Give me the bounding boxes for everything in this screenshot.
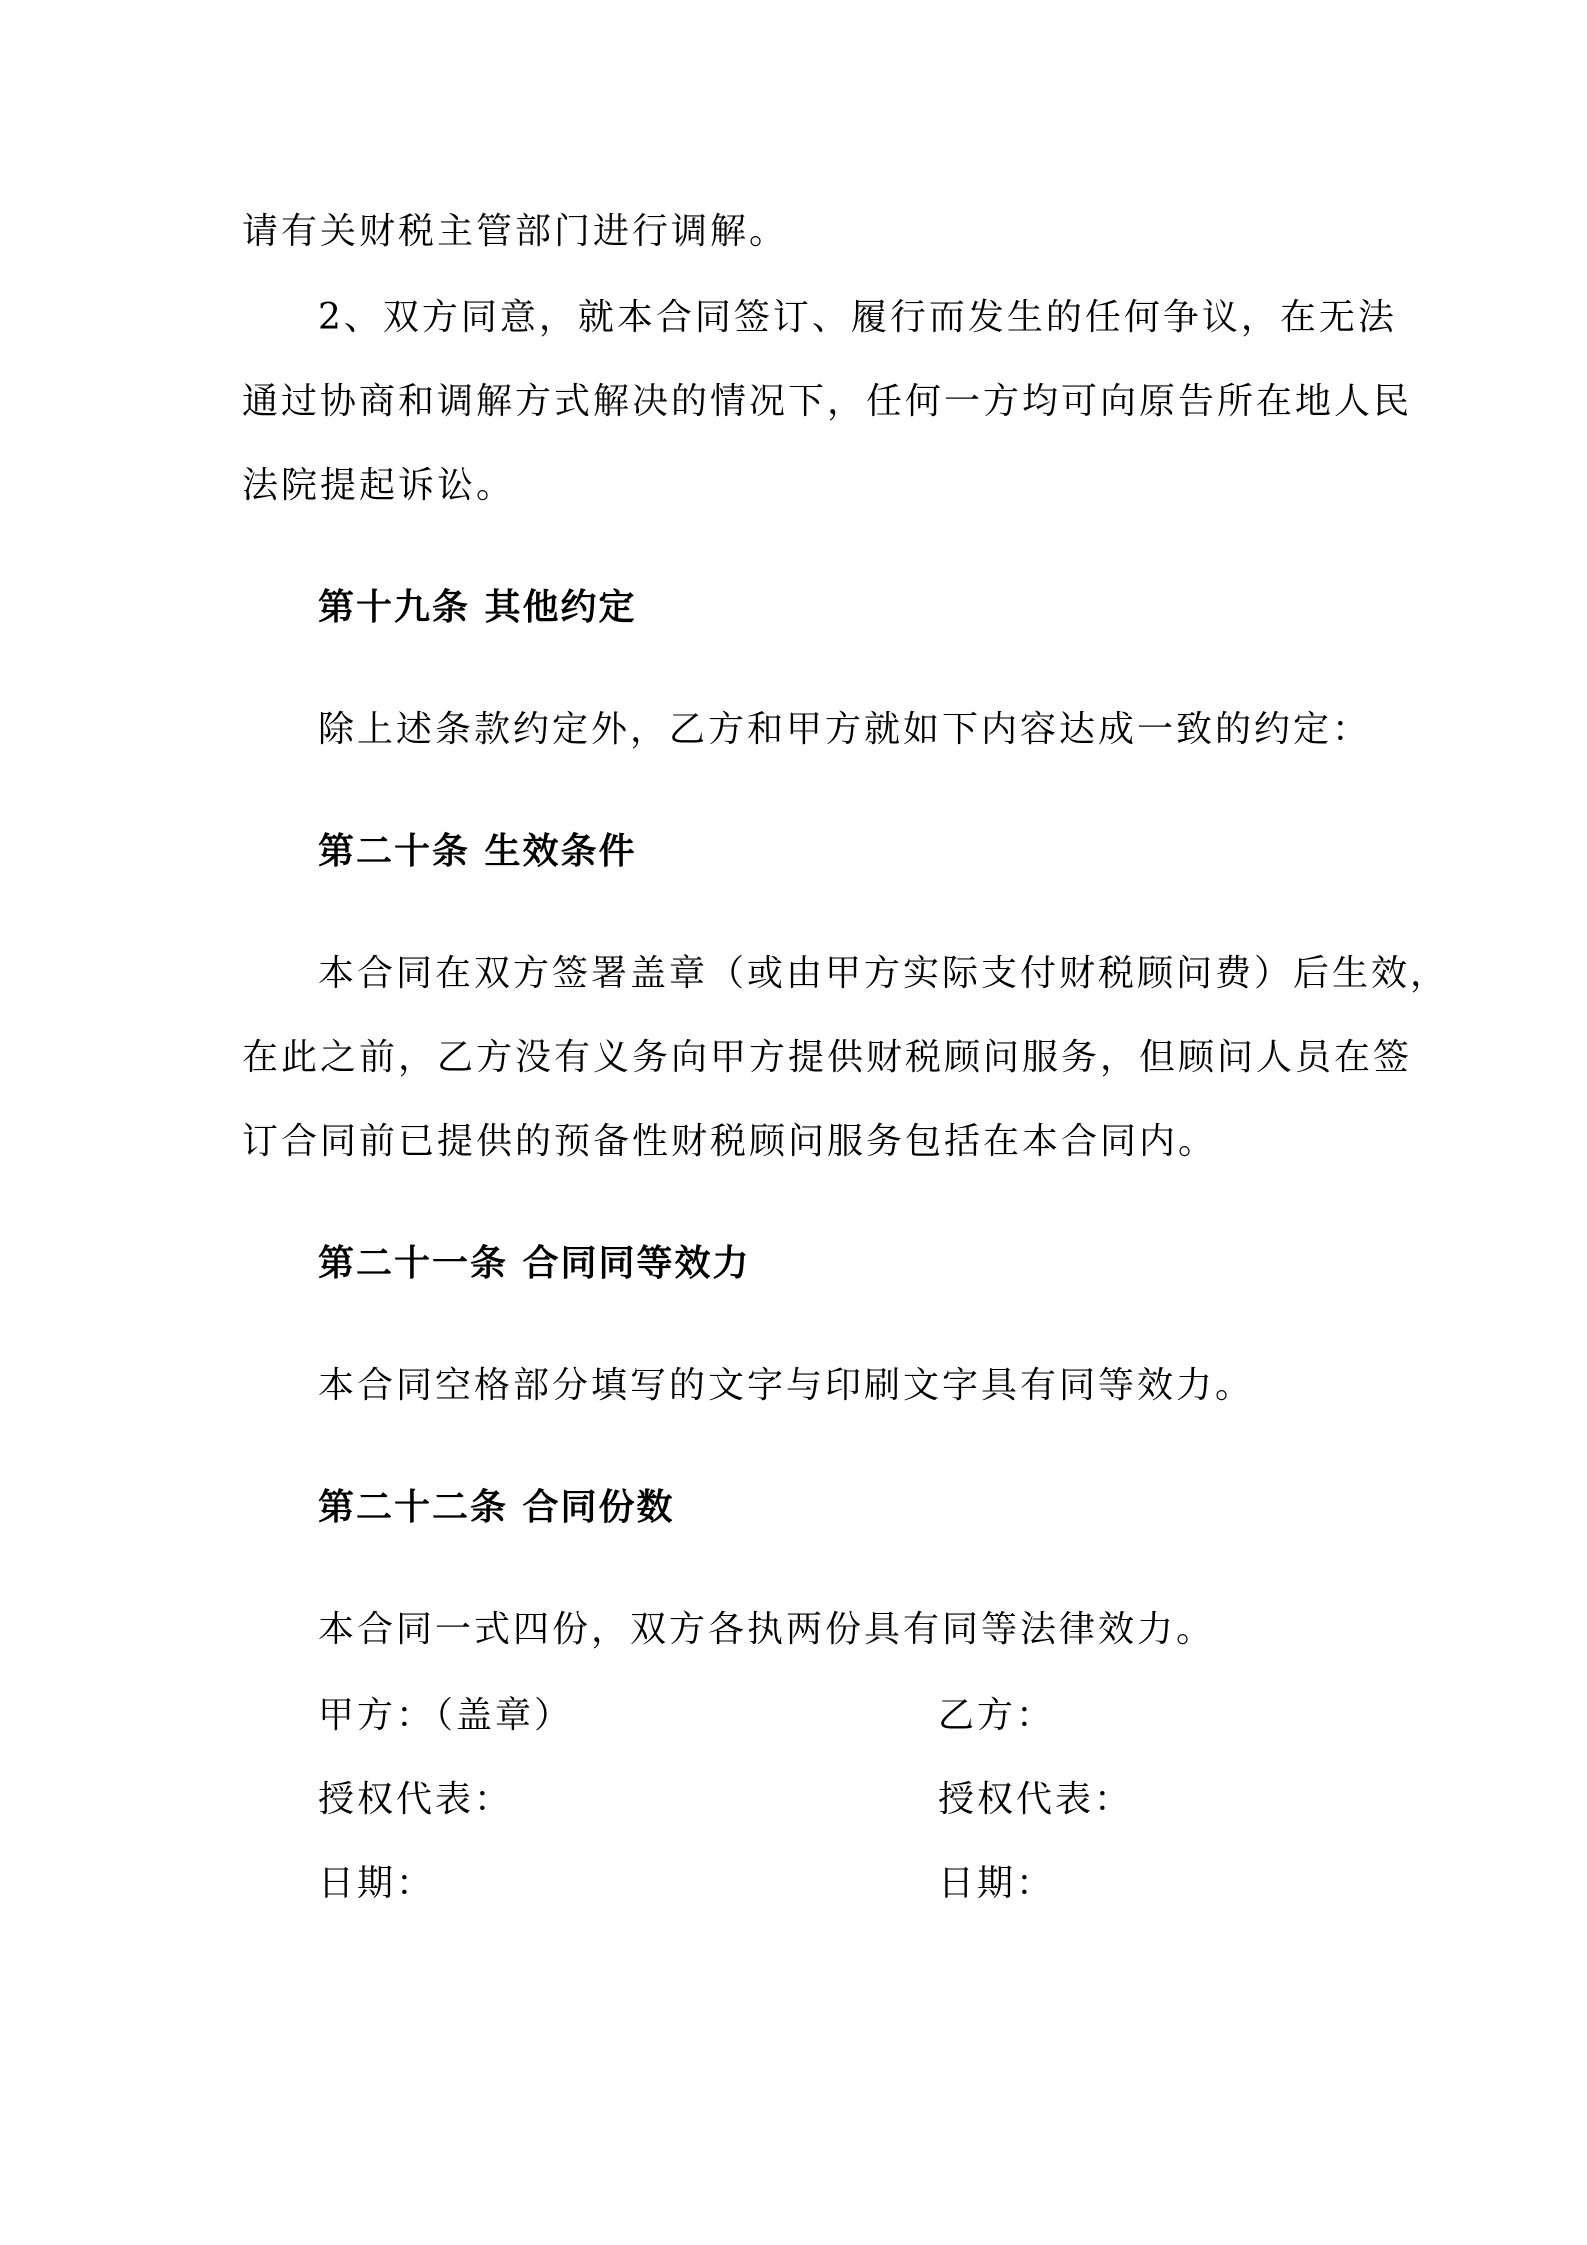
- paragraph-line: 本合同一式四份，双方各执两份具有同等法律效力。: [318, 1609, 1216, 1650]
- article-heading: 第十九条 其他约定: [318, 587, 637, 628]
- party-a-date-label: 日期：: [318, 1863, 436, 1904]
- article-heading: 第二十二条 合同份数: [318, 1487, 675, 1528]
- party-b-representative-label: 授权代表：: [938, 1779, 1134, 1820]
- paragraph-line: 法院提起诉讼。: [242, 465, 516, 506]
- paragraph-line: 在此之前，乙方没有义务向甲方提供财税顾问服务，但顾问人员在签: [242, 1037, 1413, 1078]
- party-a-label: 甲方：（盖章）: [318, 1695, 574, 1736]
- paragraph-line: 2、双方同意，就本合同签订、履行而发生的任何争议，在无法: [318, 297, 1397, 338]
- party-a-representative-label: 授权代表：: [318, 1779, 514, 1820]
- paragraph-line: 除上述条款约定外，乙方和甲方就如下内容达成一致的约定：: [318, 709, 1372, 750]
- paragraph-line: 请有关财税主管部门进行调解。: [242, 211, 789, 252]
- paragraph-line: 订合同前已提供的预备性财税顾问服务包括在本合同内。: [242, 1121, 1218, 1162]
- paragraph-line: 本合同空格部分填写的文字与印刷文字具有同等效力。: [318, 1365, 1255, 1406]
- party-b-date-label: 日期：: [938, 1863, 1056, 1904]
- paragraph-line: 通过协商和调解方式解决的情况下，任何一方均可向原告所在地人民: [242, 381, 1413, 422]
- article-heading: 第二十一条 合同同等效力: [318, 1243, 751, 1284]
- party-b-label: 乙方：: [938, 1695, 1056, 1736]
- paragraph-line: 本合同在双方签署盖章（或由甲方实际支付财税顾问费）后生效，: [318, 953, 1450, 994]
- article-heading: 第二十条 生效条件: [318, 831, 637, 872]
